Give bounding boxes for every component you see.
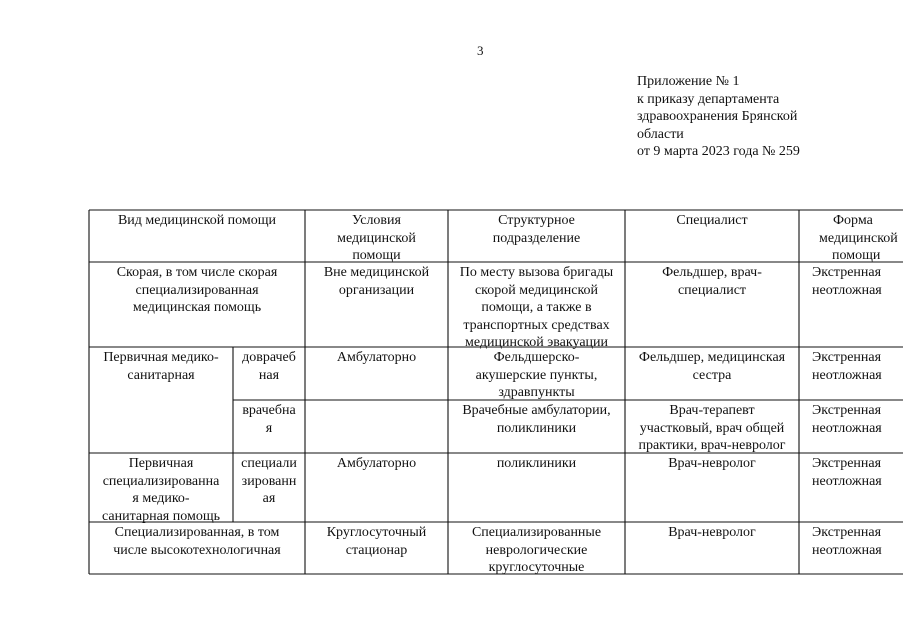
- cell-type: Первичная специализированна я медико- санитарная помощь: [102, 456, 220, 524]
- document-title: [0, 175, 903, 211]
- cell-specialist: Врач-терапевт участковый, врач общей практики, врач-невролог: [638, 403, 786, 453]
- header-type: Вид медицинской помощи: [117, 213, 277, 228]
- cell-subtype: врачебна я: [242, 403, 296, 436]
- cell-subtype: специали зированн ая: [241, 456, 297, 506]
- header-conditions: Условия медицинской помощи: [337, 213, 416, 263]
- cell-form: Экстренная неотложная: [812, 403, 882, 436]
- cell-unit: Фельдшерско- акушерские пункты, здравпункты: [475, 350, 598, 400]
- cell-unit: Специализированные неврологические круглосуточные: [471, 525, 602, 575]
- appendix-block: [637, 73, 800, 161]
- header-specialist: Специалист: [676, 213, 748, 228]
- cell-specialist: Врач-невролог: [668, 525, 756, 540]
- appendix-line: к приказу департамента: [637, 91, 780, 107]
- cell-subtype: доврачеб ная: [242, 350, 296, 383]
- cell-type: Скорая, в том числе скорая специализированная медицинская помощь: [116, 265, 278, 315]
- cell-unit: поликлиники: [496, 456, 577, 471]
- cell-specialist: Фельдшер, медицинская сестра: [638, 350, 786, 383]
- cell-form: Экстренная неотложная: [812, 456, 882, 489]
- cell-unit: По месту вызова бригады скорой медицинской помощи, а также в транспортных средствах медицинской эвакуации: [459, 265, 614, 350]
- appendix-line: Приложение № 1: [637, 74, 740, 89]
- appendix-line: от 9 марта 2023 года № 259: [637, 144, 800, 159]
- cell-specialist: Врач-невролог: [668, 456, 756, 471]
- cell-specialist: Фельдшер, врач- специалист: [662, 265, 762, 298]
- appendix-line: здравоохранения Брянской: [637, 109, 798, 124]
- cell-unit: Врачебные амбулатории, поликлиники: [462, 403, 611, 436]
- cell-conditions: Вне медицинской организации: [323, 265, 430, 298]
- cell-conditions: Амбулаторно: [336, 456, 417, 471]
- cell-form: Экстренная неотложная: [812, 350, 882, 383]
- cell-type: Специализированная, в том числе высокотехнологичная: [113, 525, 281, 558]
- header-form: Форма медицинской помощи: [819, 213, 898, 263]
- cell-type: Первичная медико- санитарная: [103, 350, 219, 383]
- cell-conditions: Амбулаторно: [336, 350, 417, 365]
- page-number: 3: [477, 43, 484, 58]
- cell-form: Экстренная неотложная: [812, 525, 882, 558]
- cell-conditions: Круглосуточный стационар: [326, 525, 427, 558]
- appendix-line: области: [637, 126, 684, 142]
- cell-form: Экстренная неотложная: [812, 265, 882, 298]
- header-unit: Структурное подразделение: [492, 213, 581, 246]
